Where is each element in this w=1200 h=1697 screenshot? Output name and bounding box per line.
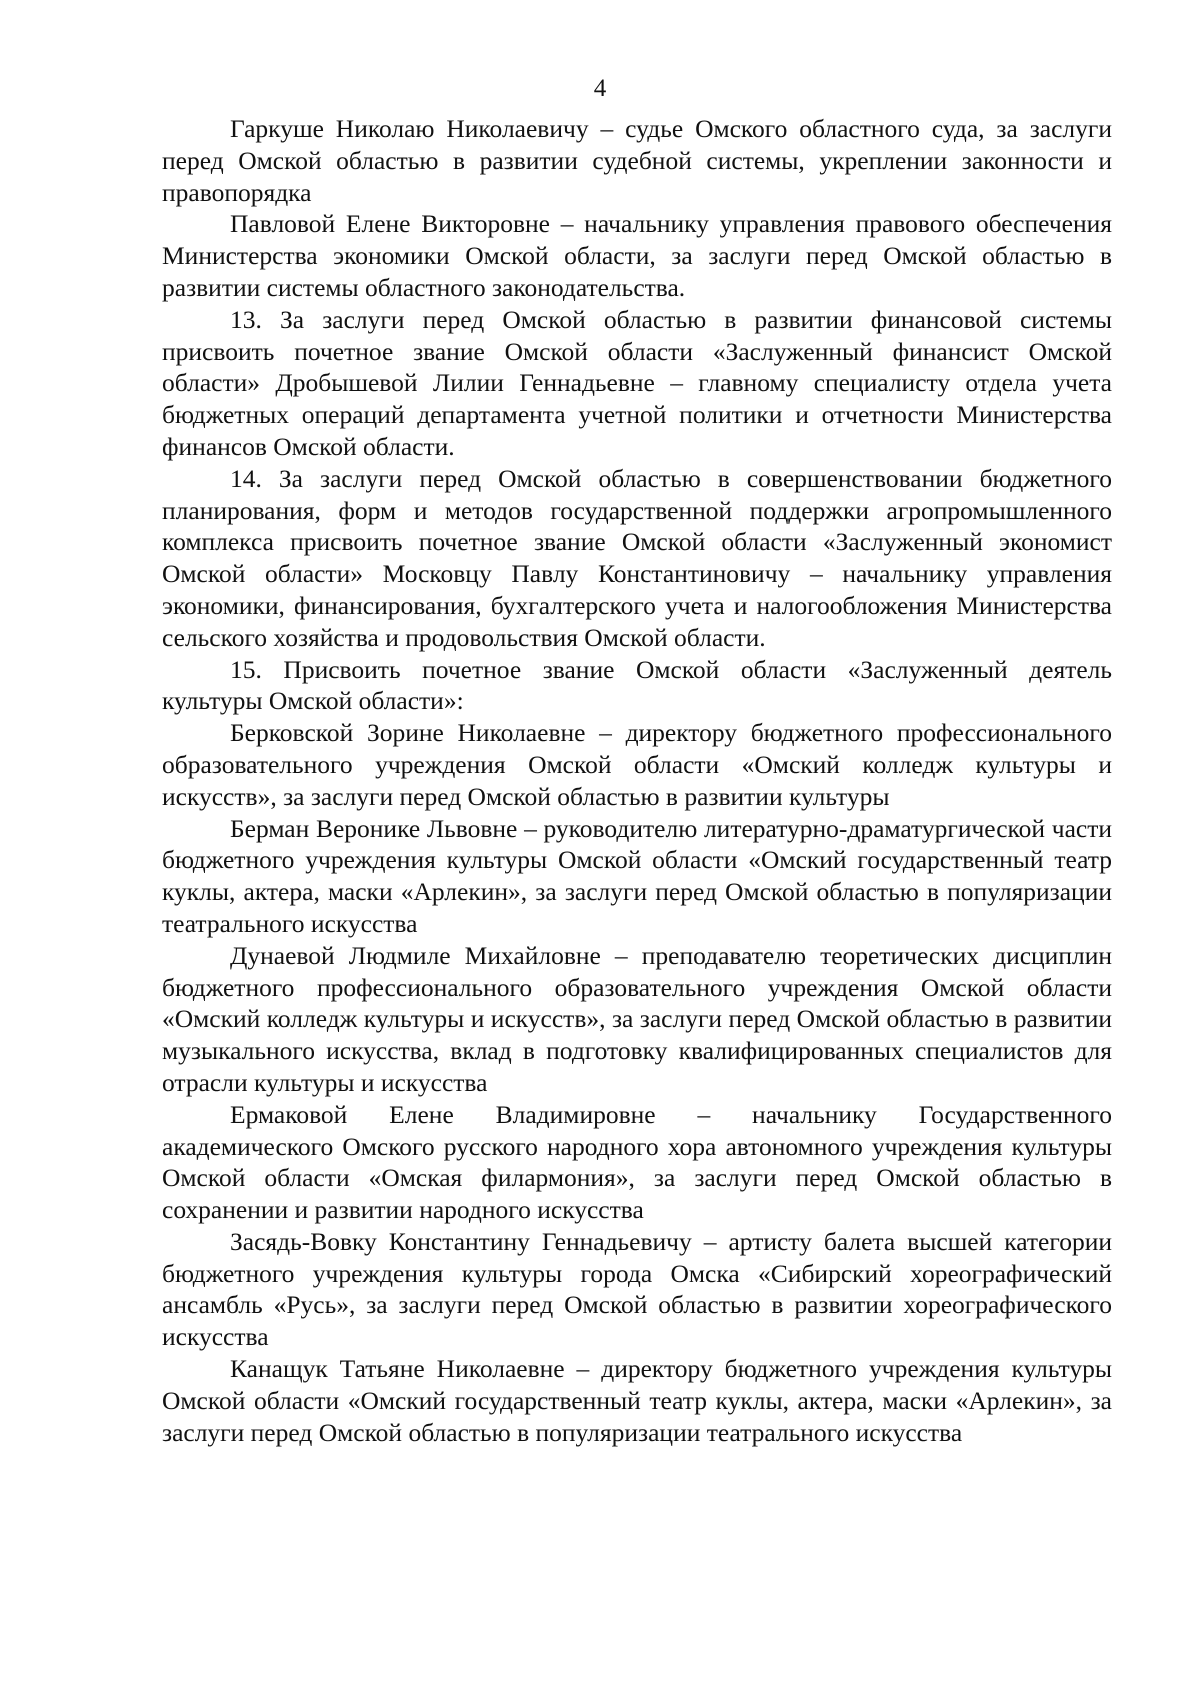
page-number: 4 (593, 75, 607, 102)
paragraph-zasyad-vovk-award: Засядь-Вовку Константину Геннадьевичу – артисту балета высшей категории бюджетного учреждения культуры города Омска «Сибирский хореографический ансамбль «Русь», за заслуги перед Омской областью в развитии хореографического искусства (162, 1226, 1112, 1352)
paragraph-item-13-financier: 13. За заслуги перед Омской областью в развитии финансовой системы присвоить почетное звание Омской области «Заслуженный финансист Омской области» Дробышевой Лилии Геннадьевне – главному специалисту отдела учета бюджетных операций департамента учетной политики и отчетности Министерства финансов Омской области. (162, 304, 1112, 461)
paragraph-garkusha-award: Гаркуше Николаю Николаевичу – судье Омского областного суда, за заслуги перед Омской областью в развитии судебной системы, укреплении законности и правопорядка (162, 114, 1112, 207)
paragraph-dunaeva-award: Дунаевой Людмиле Михайловне – преподавателю теоретических дисциплин бюджетного профессионального образовательного учреждения Омской области «Омский колледж культуры и искусств», за заслуги перед Омской областью в развитии музыкального искусства, вклад в подготовку квалифицированных специалистов для отрасли культуры и искусства (162, 940, 1112, 1097)
document-body (162, 113, 1112, 1448)
paragraph-pavlova-award: Павловой Елене Викторовне – начальнику управления правового обеспечения Министерства экономики Омской области, за заслуги перед Омской областью в развитии системы областного законодательства. (162, 209, 1112, 302)
paragraph-kanashchuk-award: Канащук Татьяне Николаевне – директору бюджетного учреждения культуры Омской области «Омский государственный театр куклы, актера, маски «Арлекин», за заслуги перед Омской областью в популяризации театрального искусства (162, 1354, 1112, 1447)
paragraph-berkovskaya-award: Берковской Зорине Николаевне – директору бюджетного профессионального образовательного учреждения Омской области «Омский колледж культуры и искусств», за заслуги перед Омской областью в развитии культуры (162, 718, 1112, 811)
paragraph-berman-award: Берман Веронике Львовне – руководителю литературно-драматургической части бюджетного учреждения культуры Омской области «Омский государственный театр куклы, актера, маски «Арлекин», за заслуги перед Омской областью в популяризации театрального искусства (162, 813, 1112, 938)
paragraph-item-14-economist: 14. За заслуги перед Омской областью в совершенствовании бюджетного планирования, форм и методов государственной поддержки агропромышленного комплекса присвоить почетное звание Омской области «Заслуженный экономист Омской области» Московцу Павлу Константиновичу – начальнику управления экономики, финансирования, бухгалтерского учета и налогообложения Министерства сельского хозяйства и продовольствия Омской области. (162, 463, 1112, 652)
paragraph-item-15-culture: 15. Присвоить почетное звание Омской области «Заслуженный деятель культуры Омской области»: (162, 654, 1112, 716)
paragraph-ermakova-award: Ермаковой Елене Владимировне – начальнику Государственного академического Омского русского народного хора автономного учреждения культуры Омской области «Омская филармония», за заслуги перед Омской областью в сохранении и развитии народного искусства (162, 1099, 1112, 1225)
